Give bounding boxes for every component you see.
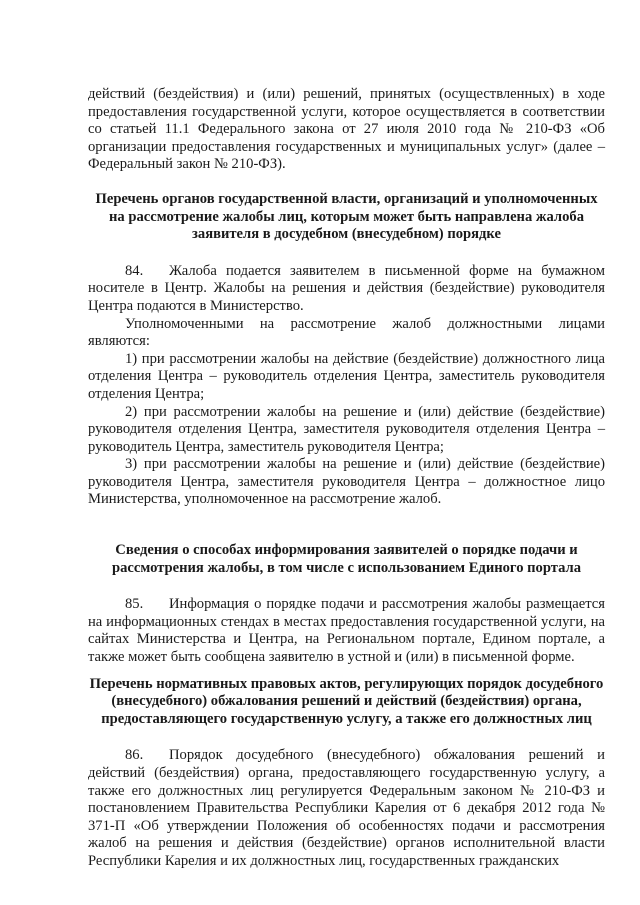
section-heading-complaint-bodies: Перечень органов государственной власти, организаций и уполномоченных на рассмотрение жалобы лиц, которым может быть направлена жалоба заявителя в досудебном (внесудебном) порядке bbox=[95, 190, 598, 243]
paragraph-text: Жалоба подается заявителем в письменной форме на бумажном носителе в Центр. Жалобы на решения и действия (бездействие) руководителя Центра подаются в Министерство. bbox=[88, 262, 605, 314]
officials-intro: Уполномоченными на рассмотрение жалоб должностными лицами являются: bbox=[88, 315, 605, 350]
paragraph-text: Порядок досудебного (внесудебного) обжалования решений и действий (бездействия) органа, предоставляющего государственную услугу, а также его должностных лиц регулируется Федеральным законом № 210-ФЗ и постановлением Правительства Республики Карелия от 6 декабря 2012 года № 371-П «Об утверждении Положения об особенностях подачи и рассмотрения жалоб на решения и действия (бездействие) органов исполнительной власти Республики Карелия и их должностных лиц, государственных гражданских bbox=[88, 747, 605, 869]
paragraph-84 bbox=[88, 263, 605, 316]
paragraph-number: 86. bbox=[125, 747, 144, 764]
paragraph-86 bbox=[88, 747, 605, 870]
list-item-1: 1) при рассмотрении жалобы на действие (бездействие) должностного лица отделения Центра – руководитель отделения Центра, заместитель руководителя отделения Центра; bbox=[88, 350, 605, 402]
paragraph-number: 85. bbox=[125, 596, 144, 613]
list-item-3: 3) при рассмотрении жалобы на решение и (или) действие (бездействие) руководителя Центра, заместителя руководителя Центра – должностное лицо Министерства, уполномоченное на рассмотрение жалоб. bbox=[88, 456, 605, 508]
paragraph-text: Информация о порядке подачи и рассмотрения жалобы размещается на информационных стендах в местах предоставления государственной услуги, на сайтах Министерства и Центра, на Региональном портале, Едином портале, а также может быть сообщена заявителю в устной и (или) в письменной форме. bbox=[88, 596, 605, 666]
document-page bbox=[88, 86, 605, 871]
section-heading-informing: Сведения о способах информирования заявителей о порядке подачи и рассмотрения жалобы, в том числе с использованием Единого портала bbox=[111, 542, 582, 576]
paragraph-number: 84. bbox=[125, 262, 144, 279]
intro-paragraph: действий (бездействия) и (или) решений, принятых (осуществленных) в ходе предоставления государственной услуги, которое осуществляется в соответствии со статьей 11.1 Федерального закона от 27 июля 2010 года № 210-ФЗ «Об организации предоставления государственных и муниципальных услуг» (далее – Федеральный закон № 210-ФЗ). bbox=[88, 86, 605, 173]
section-heading-legal-acts: Перечень нормативных правовых актов, регулирующих порядок досудебного (внесудебного) обжалования решений и действий (бездействия) органа, предоставляющего государственную услугу, а также его должностных лиц bbox=[89, 675, 604, 727]
list-item-2: 2) при рассмотрении жалобы на решение и (или) действие (бездействие) руководителя отделения Центра, заместителя руководителя отделения Центра – руководитель Центра, заместитель руководителя Центра; bbox=[88, 403, 605, 455]
paragraph-85 bbox=[88, 596, 605, 666]
